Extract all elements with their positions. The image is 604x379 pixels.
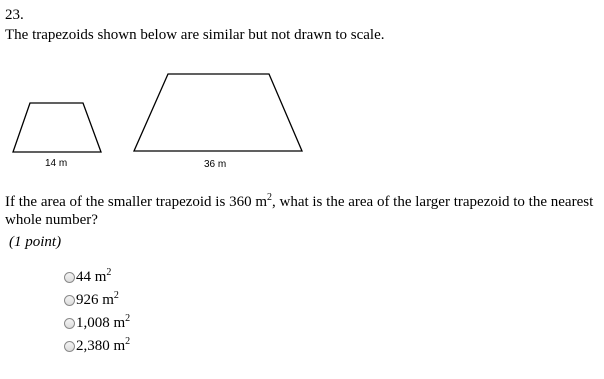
answer-value: 44 m	[76, 269, 107, 285]
answer-value: 926 m	[76, 292, 114, 308]
question-text-after: , what is the area of the larger trapezoid to the nearest whole number?	[5, 194, 594, 228]
answer-choice-text	[76, 268, 111, 286]
answer-choice-text	[76, 337, 130, 355]
small-trapezoid	[13, 103, 101, 152]
answer-choice-2[interactable]	[64, 286, 130, 309]
question-text	[5, 193, 599, 229]
radio-button[interactable]	[64, 341, 75, 352]
answer-exponent: 2	[106, 267, 112, 278]
answer-choice-text	[76, 291, 119, 309]
trapezoid-figure	[0, 60, 604, 180]
question-number: 23.	[5, 7, 24, 23]
large-trapezoid-label: 36 m	[204, 159, 227, 170]
radio-button[interactable]	[64, 295, 75, 306]
small-trapezoid-label: 14 m	[45, 158, 68, 169]
question-exponent: 2	[266, 192, 272, 203]
points-label: (1 point)	[9, 234, 62, 250]
answer-choices	[64, 263, 130, 355]
large-trapezoid	[134, 74, 302, 151]
answer-exponent: 2	[125, 336, 131, 347]
radio-button[interactable]	[64, 318, 75, 329]
answer-choice-3[interactable]	[64, 309, 130, 332]
trapezoid-diagram	[0, 60, 604, 180]
radio-button[interactable]	[64, 272, 75, 283]
answer-choice-4[interactable]	[64, 332, 130, 355]
question-intro: The trapezoids shown below are similar but not drawn to scale.	[5, 27, 385, 43]
question-text-before: If the area of the smaller trapezoid is 360 m	[5, 194, 267, 210]
answer-choice-1[interactable]	[64, 263, 130, 286]
answer-choice-text	[76, 314, 130, 332]
answer-value: 2,380 m	[76, 338, 126, 354]
answer-exponent: 2	[113, 290, 119, 301]
answer-value: 1,008 m	[76, 315, 126, 331]
answer-exponent: 2	[125, 313, 131, 324]
